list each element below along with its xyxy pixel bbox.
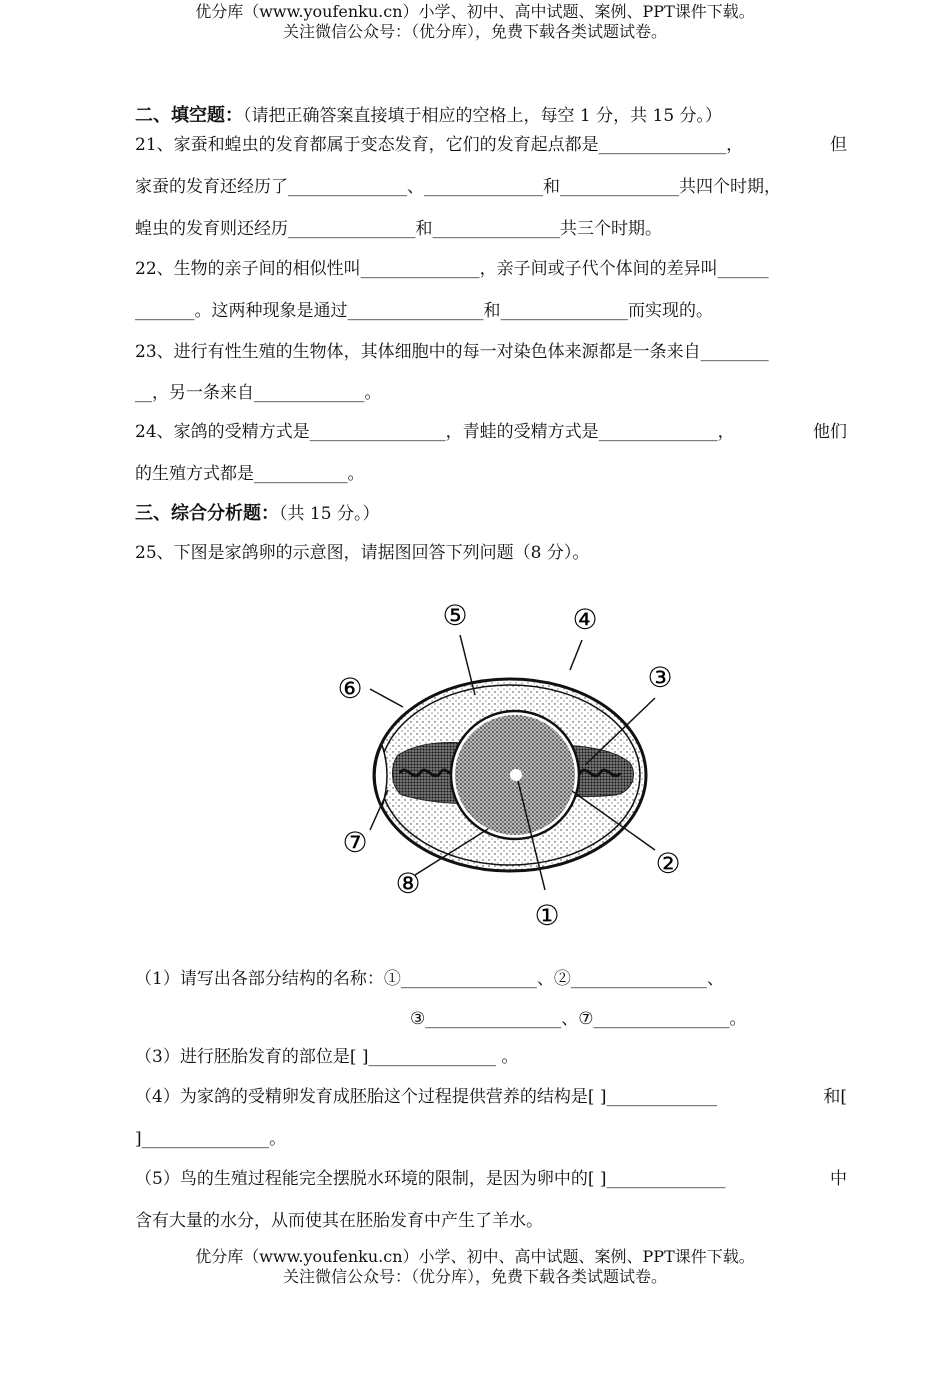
- pigeon-egg-diagram: [320, 595, 700, 935]
- q24-line2: 的生殖方式都是___________。: [135, 464, 365, 484]
- p1-line2: ③________________、⑦________________。: [410, 1009, 747, 1029]
- p5-line1-end: 中: [830, 1169, 847, 1189]
- q21-line1: [135, 134, 847, 156]
- leader-4: [570, 640, 582, 670]
- label-1: ①: [534, 899, 560, 932]
- label-7: ⑦: [342, 826, 368, 859]
- germinal-disc: [510, 769, 522, 781]
- p5-line2: 含有大量的水分，从而使其在胚胎发育中产生了羊水。: [135, 1211, 543, 1231]
- label-8: ⑧: [395, 867, 421, 900]
- p3-line: （3）进行胚胎发育的部位是[ ]_______________ 。: [135, 1047, 519, 1067]
- q21-line2: 家蚕的发育还经历了______________、______________和______________共四个时期，: [135, 177, 781, 197]
- p4-line2: ]_______________。: [135, 1129, 287, 1149]
- q22-line2: _______。这两种现象是通过________________和_______________而实现的。: [135, 301, 713, 321]
- q24-line1-main: 24、家鸽的受精方式是________________，青蛙的受精方式是______________，: [135, 422, 735, 442]
- q24-line1-end: 他们: [813, 422, 847, 442]
- label-6: ⑥: [337, 672, 363, 705]
- q23-line1: 23、进行有性生殖的生物体，其体细胞中的每一对染色体来源都是一条来自________: [135, 342, 769, 362]
- label-2: ②: [655, 847, 681, 880]
- section2-heading: [135, 105, 722, 127]
- p1-line1: （1）请写出各部分结构的名称：①________________、②________________、: [135, 969, 724, 989]
- label-5: ⑤: [442, 599, 468, 632]
- header-line-1: 优分库（www.youfenku.cn）小学、初中、高中试题、案例、PPT课件下载。: [195, 2, 755, 21]
- p4-line1-main: （4）为家鸽的受精卵发育成胚胎这个过程提供营养的结构是[ ]_____________: [135, 1087, 717, 1107]
- q22-line1: 22、生物的亲子间的相似性叫______________，亲子间或子代个体间的差异叫______: [135, 259, 769, 279]
- label-4: ④: [572, 603, 598, 636]
- leader-6: [370, 689, 403, 707]
- q21-line1-main: 21、家蚕和蝗虫的发育都属于变态发育，它们的发育起点都是_______________，: [135, 135, 744, 155]
- section2-title: 二、填空题：: [135, 105, 243, 126]
- footer-line-1: 优分库（www.youfenku.cn）小学、初中、高中试题、案例、PPT课件下载。: [195, 1247, 755, 1266]
- label-3: ③: [647, 661, 673, 694]
- q24-line1: [135, 421, 847, 443]
- section3-heading: [135, 503, 379, 525]
- q25-text: 25、下图是家鸽卵的示意图，请据图回答下列问题（8 分）。: [135, 543, 590, 563]
- section3-title: 三、综合分析题：: [135, 503, 279, 524]
- q21-line1-end: 但: [830, 135, 847, 155]
- q21-line3: 蝗虫的发育则还经历_______________和_______________共三个时期。: [135, 219, 662, 239]
- p5-line1: [135, 1168, 847, 1190]
- footer-line-2: 关注微信公众号：（优分库），免费下载各类试题试卷。: [282, 1267, 667, 1286]
- header-line-2: 关注微信公众号：（优分库），免费下载各类试题试卷。: [282, 22, 667, 41]
- q23-line2: __，另一条来自_____________。: [135, 383, 382, 403]
- p4-line1: [135, 1086, 847, 1108]
- p4-line1-end: 和[: [823, 1087, 847, 1107]
- p5-line1-main: （5）鸟的生殖过程能完全摆脱水环境的限制，是因为卵中的[ ]______________: [135, 1169, 726, 1189]
- section2-note: （请把正确答案直接填于相应的空格上，每空 1 分，共 15 分。）: [243, 106, 723, 126]
- section3-note: （共 15 分。）: [279, 504, 380, 524]
